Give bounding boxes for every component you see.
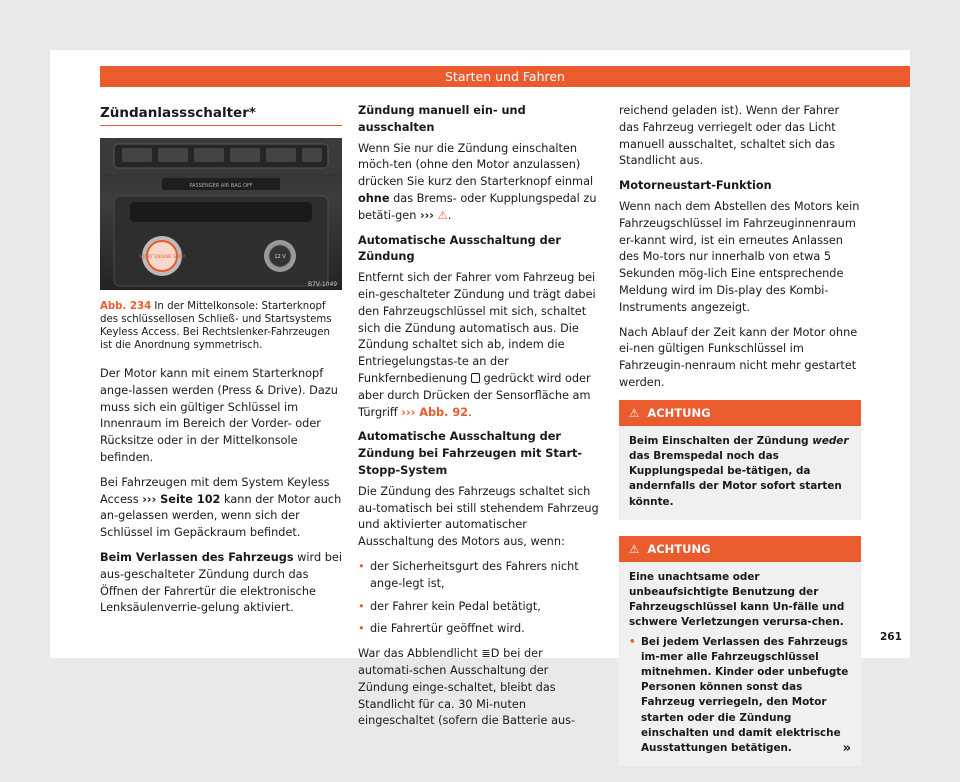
section-rule — [100, 125, 342, 126]
warning-ref-link[interactable]: ››› — [420, 208, 434, 222]
list-item: • Bei jedem Verlassen des Fahrzeugs im-mer alle Fahrzeugschlüssel mitnehmen. Kinder oder unbefugte Personen können sonst das Fahrzeug verriegeln, den Motor starten oder die Zündung einschalten und damit elektrische Ausstattungen betätigen. » — [629, 635, 851, 757]
airbag-label: PASSENGER AIR BAG OFF — [189, 183, 253, 189]
list-item: • der Sicherheitsgurt des Fahrers nicht ange-legt ist, — [358, 559, 600, 593]
console-figure — [100, 138, 342, 290]
page-number: 261 — [880, 631, 902, 643]
paragraph: Die Zündung des Fahrzeugs schaltet sich au-tomatisch bei still stehendem Fahrzeug und aktivierter automatischer Ausschaltung des Motors aus, wenn: — [358, 484, 599, 549]
paragraph: Der Motor kann mit einem Starterknopf ange-lassen werden (Press & Drive). Dazu muss sich ein gültiger Schlüssel im Innenraum im Bereich der Vorder- oder Rücksitze oder in der Mittelkonsole befinden. — [100, 367, 338, 464]
paragraph: Beim Verlassen des Fahrzeugs wird bei aus-geschalteter Zündung durch das Öffnen der Fahrertür die elektronische Lenksäulenverrie-gelung aktiviert. — [100, 550, 343, 615]
warning-body: Beim Einschalten der Zündung weder das Bremspedal noch das Kupplungspedal be-tätigen, da andernfalls der Motor sofort starten könnte. — [629, 434, 849, 508]
warning-box — [619, 400, 861, 520]
chapter-header: Starten und Fahren — [100, 66, 910, 87]
subheading: Zündung manuell ein- und ausschalten — [358, 104, 526, 134]
warning-triangle-icon: ⚠ — [629, 541, 640, 556]
continue-arrow-icon: » — [842, 741, 851, 756]
list-item: • die Fahrertür geöffnet wird. — [358, 621, 600, 638]
figure-link[interactable]: ››› Abb. 92 — [401, 405, 469, 419]
paragraph: Wenn nach dem Abstellen des Motors kein Fahrzeugschlüssel im Fahrzeuginnenraum er-kannt wird, ist ein erneutes Anlassen des Mo-tors nur innerhalb von etwa 5 Sekunden mög-lich Eine entsprechende Meldung wird im Dis-play des Kombi-Instruments angezeigt. — [619, 199, 860, 314]
paragraph: Bei Fahrzeugen mit dem System Keyless Access ››› Seite 102 kann der Motor auch an-gelassen werden, wenn sich der Schlüssel im Gepäckraum befindet. — [100, 475, 342, 540]
paragraph: Wenn Sie nur die Zündung einschalten möch-ten (ohne den Motor anzulassen) drücken Sie kurz den Starterknopf einmal ohne das Brems- oder Kupplungspedal zu betäti-gen ››› ⚠. — [358, 141, 597, 222]
warning-box — [619, 536, 861, 766]
paragraph: Nach Ablauf der Zeit kann der Motor ohne ei-nen gültigen Funkschlüssel im Fahrzeugin-nenraum nicht mehr gestartet werden. — [619, 325, 858, 389]
warning-header: ⚠ ACHTUNG — [619, 400, 861, 426]
subheading: Automatische Ausschaltung der Zündung bei Fahrzeugen mit Start-Stopp-System — [358, 430, 583, 477]
unlock-key-icon — [471, 373, 480, 383]
caption-text: In der Mittelkonsole: Starterknopf des schlüssellosen Schließ- und Startsystems Keyless Access. Bei Rechtslenker-Fahrzeugen ist die Anordnung symmetrisch. — [100, 301, 332, 351]
socket-label: 12 V — [274, 254, 286, 260]
column-1 — [100, 103, 342, 625]
warning-triangle-icon: ⚠ — [629, 405, 640, 420]
paragraph: War das Abblendlicht ≣D bei der automati-schen Ausschaltung der Zündung einge-schaltet, bleibt das Standlicht für ca. 30 Mi-nuten eingeschaltet (sofern die Batterie aus- — [358, 647, 576, 728]
paragraph: reichend geladen ist). Wenn der Fahrer das Fahrzeug verriegelt oder das Licht manuell ausschaltet, schaltet sich das Standlicht aus. — [619, 104, 840, 168]
console-illustration — [100, 138, 342, 290]
manual-page — [50, 50, 910, 756]
paragraph: Entfernt sich der Fahrer vom Fahrzeug bei ein-geschalteter Zündung und trägt dabei den Fahrzeugschlüssel mit sich, schaltet sich die Zündung automatisch aus. Die Zündung schaltet sich ab, indem die Entriegelungstas-te an der Funkfernbedienung gedrückt wird oder aber durch Drücken der Sensorfläche am Türgriff ››› Abb. 92. — [358, 271, 596, 419]
warning-body: Eine unachtsame oder unbeaufsichtigte Benutzung der Fahrzeugschlüssel kann Un-fälle und schwere Verletzungen verursa-chen. • Bei jedem Verlassen des Fahrzeugs im-mer alle Fahrzeugschlüssel mitnehmen. Kinder oder unbefugte Personen können sonst das Fahrzeug verriegeln, den Motor starten oder die Zündung einschalten und damit elektrische Ausstattungen betätigen. » — [619, 562, 861, 766]
start-button-label: START ENGINE STOP — [139, 255, 185, 260]
section-title: Zündanlassschalter* — [100, 105, 256, 121]
warning-triangle-icon: ⚠ — [437, 208, 448, 222]
page-link[interactable]: ››› Seite 102 — [142, 492, 221, 506]
column-3 — [619, 103, 861, 782]
subheading: Automatische Ausschaltung der Zündung — [358, 233, 561, 264]
subheading: Motorneustart-Funktion — [619, 179, 772, 193]
column-2 — [358, 103, 600, 738]
figure-caption — [100, 300, 342, 352]
caption-number: Abb. 234 — [100, 301, 152, 312]
low-beam-icon: ≣D — [481, 647, 500, 661]
figure-code: B7V-1049 — [308, 281, 338, 288]
warning-header: ⚠ ACHTUNG — [619, 536, 861, 562]
list-item: • der Fahrer kein Pedal betätigt, — [358, 599, 600, 616]
